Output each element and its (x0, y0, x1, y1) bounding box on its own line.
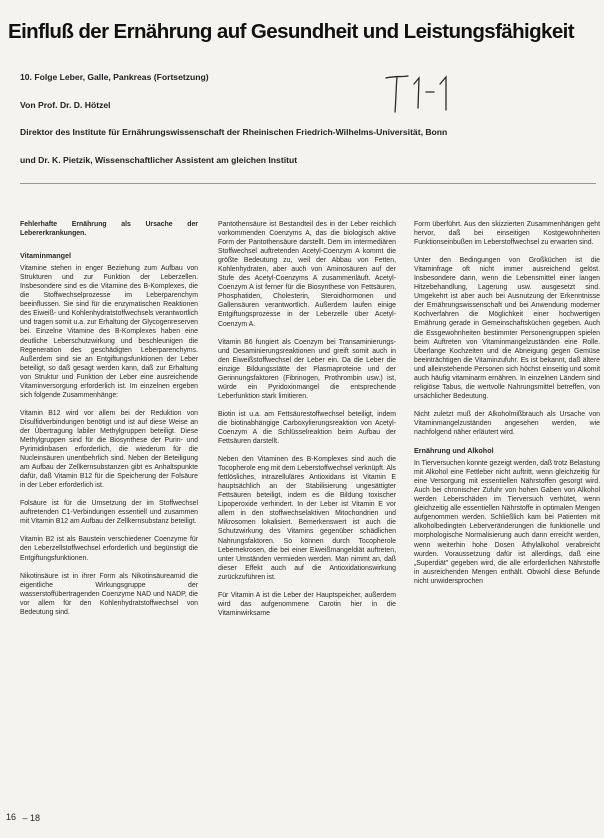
series-line: 10. Folge Leber, Galle, Pankreas (Fortsetzung) (20, 72, 209, 82)
text-column-2 (218, 220, 396, 810)
paragraph: Vitamin B6 fungiert als Coenzym bei Transaminierungs- und Desaminierungsreaktionen und greift somit auch in den Eiweißstoffwechsel der Leber ein. Da die Leber die einzige Bildungsstätte der Plasmaproteine und der Gerinnungsfaktoren (Fibrinogen, Prothrombin usw.) ist, würde ein Pyridoxinmangel die entsprechende Leberfunktion stark limitieren. (218, 338, 396, 400)
paragraph: Vitamin B12 wird vor allem bei der Reduktion von Disulfidverbindungen benötigt und ist auf diese Weise an der Übertragung labiler Methylgruppen beteiligt. Diese Methylgruppen sind für die Biosynthese der Purin- und Pyrimidinbasen erforderlich, die wiederum für die Nucleinsäuren unentbehrlich sind. Neben der Beteiligung am Aufbau der Zellkernsubstanzen gibt es Anhaltspunkte dafür, daß Vitamin B12 für die Speicherung der Folsäure in der Leber erforderlich ist. (20, 409, 198, 490)
affiliation-line: Direktor des Institute für Ernährungswissenschaft der Rheinischen Friedrich-Wilhelms-Universität, Bonn (20, 127, 448, 137)
text-column-3 (414, 220, 600, 810)
author-line: Von Prof. Dr. D. Hötzel (20, 100, 111, 110)
paragraph: Neben den Vitaminen des B-Komplexes sind auch die Tocopherole eng mit dem Leberstoffwechsel verknüpft. Als fettlösliches, intrazelluläres Antioxidans ist Vitamin E hauptsächlich an der Stabilisierung ungesättigter Fettsäuren beteiligt, indem es die Bildung toxischer Lipoperoxide verhindert. In der Leber ist Vitamin E vor allem in den stoffwechselaktiven Mitochondrien und Mikrosomen lokalisiert. Bemerkenswert ist auch die Schutzwirkung des Vitamins gegenüber schädlichen Nahrungsfaktoren. So können durch Tocopherole Lebernekrosen, die bei einer Eiweißmangeldiät auftreten, unter Umständen vermieden werden. Man nimmt an, daß dieser Effekt auch auf die Antioxidationswirkung zurückzuführen ist. (218, 456, 396, 581)
page-footer (6, 812, 40, 823)
paragraph: Unter den Bedingungen von Großküchen ist die Vitaminfrage oft nicht immer ausreichend gelöst. Insbesondere dann, wenn die Lebensmittel einer langen Hitzebehandlung, Lagerung usw. ausgesetzt sind. Umgekehrt ist aber auch bei Ausnutzung der Erkenntnisse der Ernährungswissenschaft und bei Anwendung moderner Kochverfahren die Möglichkeit einer hochwertigen Ernährung gerade in Gemeinschaftsküchen gegeben. Auch die Essgewohnheiten bestimmter Personengruppen spielen beim Auftreten von Vitaminmangelzuständen eine Rolle. Überlange Kochzeiten und die Abneigung gegen Gemüse beeinträchtigen die Vitaminzufuhr. Es ist bekannt, daß ältere und alleinstehende Personen sich höchst einseitig und somit auch häufig vitaminarm ernähren. In einzelnen Ländern sind religiöse Tabus, die wertvolle Nahrungsmittel betreffen, von ursächlicher Bedeutung. (414, 257, 600, 400)
section-intro: Fehlerhafte Ernährung als Ursache der Lebererkrankungen. (20, 221, 198, 238)
paragraph: Vitamine stehen in enger Beziehung zum Aufbau von Strukturen und zur Funktion der Leberzellen. Insbesondere sind es die Vitamine des B-Komplexes, die die Stoffwechselprozesse im Leberparenchym beeinflussen. Sie sind für die enzymatischen Reaktionen des Eiweiß- und Kohlenhydratstoffwechsels verantwortlich und tragen somit u.a. zur Erhaltung der Glycogenreserven bei. Einzelne Vitamine des B-Komplexes haben eine deutliche Leberschutzwirkung und beschleunigen die Regeneration des geschädigten Leberparenchyms. Außerdem sind sie an Entgiftungsfunktionen der Leber beteiligt, so daß gesagt werden kann, daß zur Erhaltung von Struktur und Funktion der Leber eine ausreichende Vitaminversorgung erforderlich ist. Im einzelnen ergeben sich folgende Zusammenhänge: (20, 265, 198, 399)
section-heading-alkohol: Ernährung und Alkohol (414, 446, 494, 456)
paragraph: In Tierversuchen konnte gezeigt werden, daß trotz Belastung mit Alkohol eine Fettleber nicht auftritt, wenn gleichzeitig für eine Versorgung mit essentiellen Nährstoffen gesorgt wird. Auch bei chronischer Zufuhr von hohen Gaben von Alkohol werden Leberschäden im Tierversuch verhütet, wenn gleichzeitig alle essentiellen Nährstoffe in optimalen Mengen aufgenommen werden. Schließlich kam bei Patienten mit alkoholbedingten Leberveränderungen die funktionelle und morphologische Normalisierung auch dann erreicht werden, wenn weiterhin hohe Dosen Äthylalkohol verabreicht wurden. Voraussetzung dafür ist allerdings, daß eine „Superdiät" gegeben wird, die alle erforderlichen Nährstoffe in ausreichenden Mengen enthält. Obwohl diese Befunde nicht unwidersprochen (414, 460, 600, 585)
paragraph: Vitamin B2 ist als Baustein verschiedener Coenzyme für den Leberzellstoffwechsel erforderlich und begünstigt die Entgiftungsfunktionen. (20, 536, 198, 562)
paragraph: Form überführt. Aus den skizzierten Zusammenhängen geht hervor, daß bei einseitigen Kostgewohnheiten Funktionseinbußen im Leberstoffwechsel zu erwarten sind. (414, 221, 600, 247)
paragraph: Biotin ist u.a. am Fettsäurestoffwechsel beteiligt, indem die biotinabhängige Carboxylierungsreaktion von Acetyl-Coenzym A die Schlüsselreaktion beim Aufbau der Fettsäuren darstellt. (218, 410, 396, 446)
paragraph: Folsäure ist für die Umsetzung der im Stoffwechsel auftretenden C1-Verbindungen essentiell und zusammen mit Vitamin B12 am Aufbau der Zellkernsubstanz beteiligt. (20, 500, 198, 526)
paragraph: Nikotinsäure ist in ihrer Form als Nikotinsäureamid die eigentliche Wirkungsgruppe der wasserstoffübertragenden Coenzyme NAD und NADP, die vor allem für den Kohlenhydratstoffwechsel von Bedeutung sind. (20, 572, 198, 616)
article-title: Einfluß der Ernährung auf Gesundheit und Leistungsfähigkeit (8, 20, 574, 43)
handwritten-annotation (380, 68, 456, 116)
page-number: 16 (6, 812, 17, 822)
paragraph: Für Vitamin A ist die Leber der Hauptspeicher, außerdem wird das aufgenommene Carotin hier in die Vitaminwirksame (218, 591, 396, 617)
coauthor-line: und Dr. K. Pietzik, Wissenschaftlicher Assistent am gleichen Institut (20, 155, 298, 165)
header-divider (20, 183, 596, 184)
paragraph: Nicht zuletzt muß der Alkoholmißbrauch als Ursache von Vitaminmangelzuständen angesehen werden, wie nachfolgend näher erläutert wird. (414, 410, 600, 436)
handwritten-page-mark: – 18 (22, 812, 41, 823)
paragraph: Pantothensäure ist Bestandteil des in der Leber reichlich vorkommenden Coenzyms A, das die biologisch aktive Form der Pantothensäure darstellt. Dem im intermediären Stoffwechsel auftretenden Acetyl-Coenzym A kommt die größte Bedeutung zu, weil der Abbau von Fetten, Kohlenhydraten, aber auch von Aminosäuren auf der Stufe des Acetyl-Coenzyms A zusammenläuft. Acetyl-Coenzym A ist ferner für die Biosynthese von Fettsäuren, Phosphatiden, Cholesterin, Steroidhormonen und Gallensäuren verantwortlich. Außerdem laufen einige Entgiftungsprozesse in der Leberzelle über Acetyl-Coenzym A. (218, 221, 396, 328)
section-heading-vitaminmangel: Vitaminmangel (20, 251, 71, 261)
text-column-1 (20, 220, 198, 810)
